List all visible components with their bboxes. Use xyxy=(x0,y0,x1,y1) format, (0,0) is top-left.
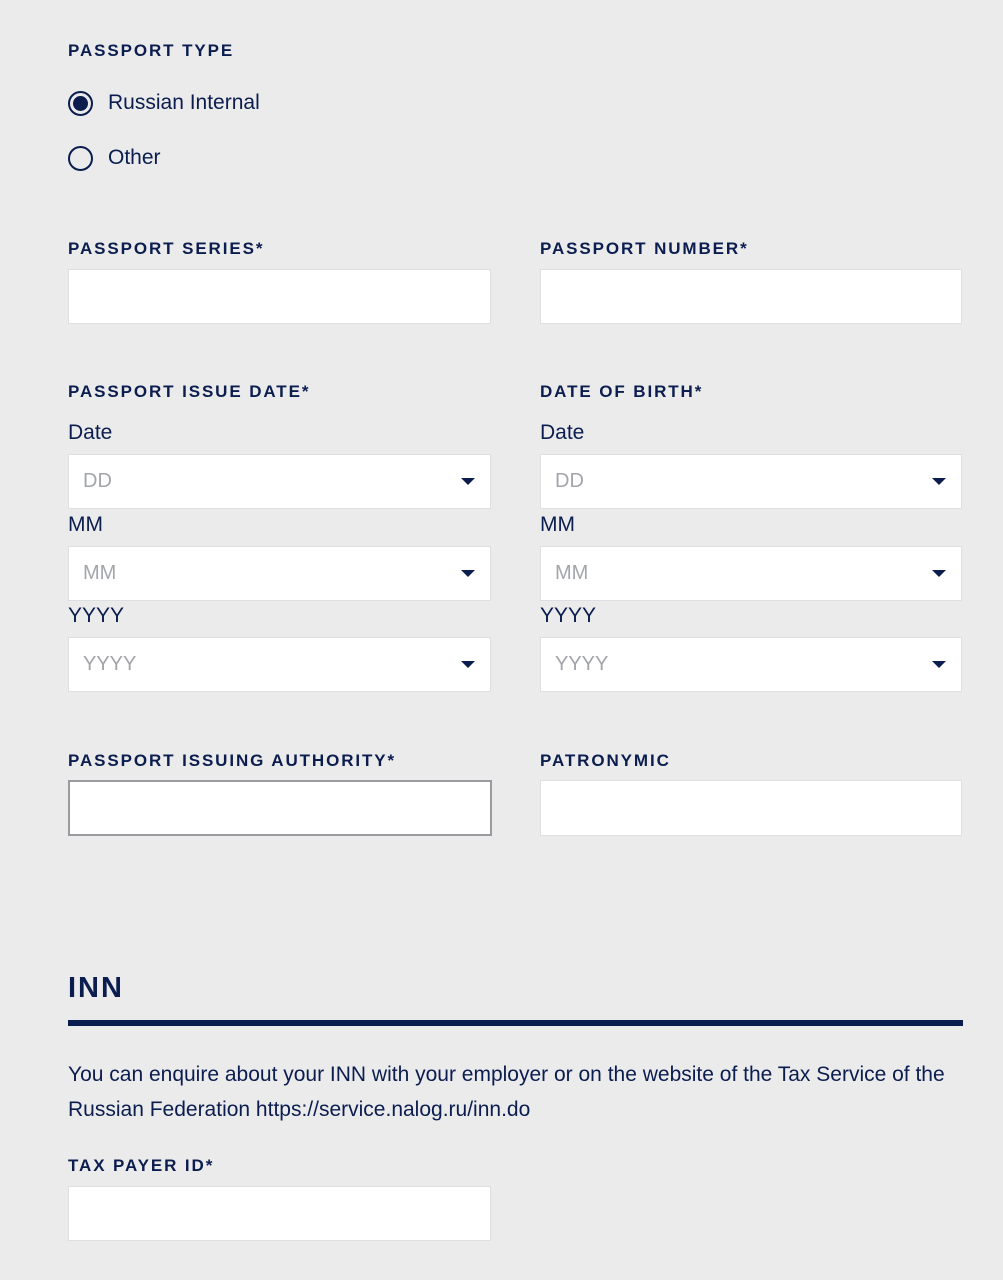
passport-number-input[interactable] xyxy=(540,269,962,324)
radio-option-russian-internal[interactable] xyxy=(68,88,260,118)
radio-option-other[interactable] xyxy=(68,143,161,173)
caret-down-icon xyxy=(932,570,946,577)
issue-month-placeholder: MM xyxy=(83,562,117,584)
required-mark: * xyxy=(694,382,704,401)
inn-description: You can enquire about your INN with your employer or on the website of the Tax Service of the Russian Federation https://service.nalog.ru/inn.do xyxy=(68,1063,945,1121)
radio-selected-icon[interactable] xyxy=(68,91,93,116)
issue-year-select[interactable] xyxy=(68,637,491,692)
caret-down-icon xyxy=(461,661,475,668)
radio-option-label: Other xyxy=(108,146,161,169)
patronymic-label: PATRONYMIC xyxy=(540,751,671,770)
birth-day-placeholder: DD xyxy=(555,470,584,492)
required-mark: * xyxy=(387,751,397,770)
required-mark: * xyxy=(740,239,749,258)
passport-series-input[interactable] xyxy=(68,269,491,324)
caret-down-icon xyxy=(461,570,475,577)
caret-down-icon xyxy=(932,661,946,668)
birth-month-select[interactable] xyxy=(540,546,962,601)
birth-month-sublabel: MM xyxy=(540,513,575,536)
issue-month-select[interactable] xyxy=(68,546,491,601)
required-mark: * xyxy=(205,1156,215,1175)
tax-payer-id-label: TAX PAYER ID* xyxy=(68,1156,215,1175)
radio-option-label: Russian Internal xyxy=(108,91,260,114)
birth-year-placeholder: YYYY xyxy=(555,653,609,675)
birth-day-sublabel: Date xyxy=(540,421,585,444)
issuing-authority-label: PASSPORT ISSUING AUTHORITY* xyxy=(68,751,397,770)
issue-month-sublabel: MM xyxy=(68,513,103,536)
issue-day-placeholder: DD xyxy=(83,470,112,492)
date-of-birth-label: DATE OF BIRTH* xyxy=(540,382,704,401)
issue-year-sublabel: YYYY xyxy=(68,604,125,627)
caret-down-icon xyxy=(932,478,946,485)
issue-day-sublabel: Date xyxy=(68,421,113,444)
birth-year-sublabel: YYYY xyxy=(540,604,597,627)
patronymic-input[interactable] xyxy=(540,780,962,836)
birth-year-select[interactable] xyxy=(540,637,962,692)
required-mark: * xyxy=(255,239,265,258)
radio-unselected-icon[interactable] xyxy=(68,146,93,171)
passport-number-label: PASSPORT NUMBER* xyxy=(540,239,749,258)
issue-day-select[interactable] xyxy=(68,454,491,509)
section-divider xyxy=(68,1020,963,1026)
issue-year-placeholder: YYYY xyxy=(83,653,137,675)
passport-type-label: PASSPORT TYPE xyxy=(68,41,235,60)
birth-month-placeholder: MM xyxy=(555,562,589,584)
required-mark: * xyxy=(301,382,311,401)
birth-day-select[interactable] xyxy=(540,454,962,509)
issuing-authority-input[interactable] xyxy=(68,780,492,836)
inn-section-title: INN xyxy=(68,972,124,1004)
passport-issue-date-label: PASSPORT ISSUE DATE* xyxy=(68,382,311,401)
caret-down-icon xyxy=(461,478,475,485)
tax-payer-id-input[interactable] xyxy=(68,1186,491,1241)
passport-series-label: PASSPORT SERIES* xyxy=(68,239,265,258)
